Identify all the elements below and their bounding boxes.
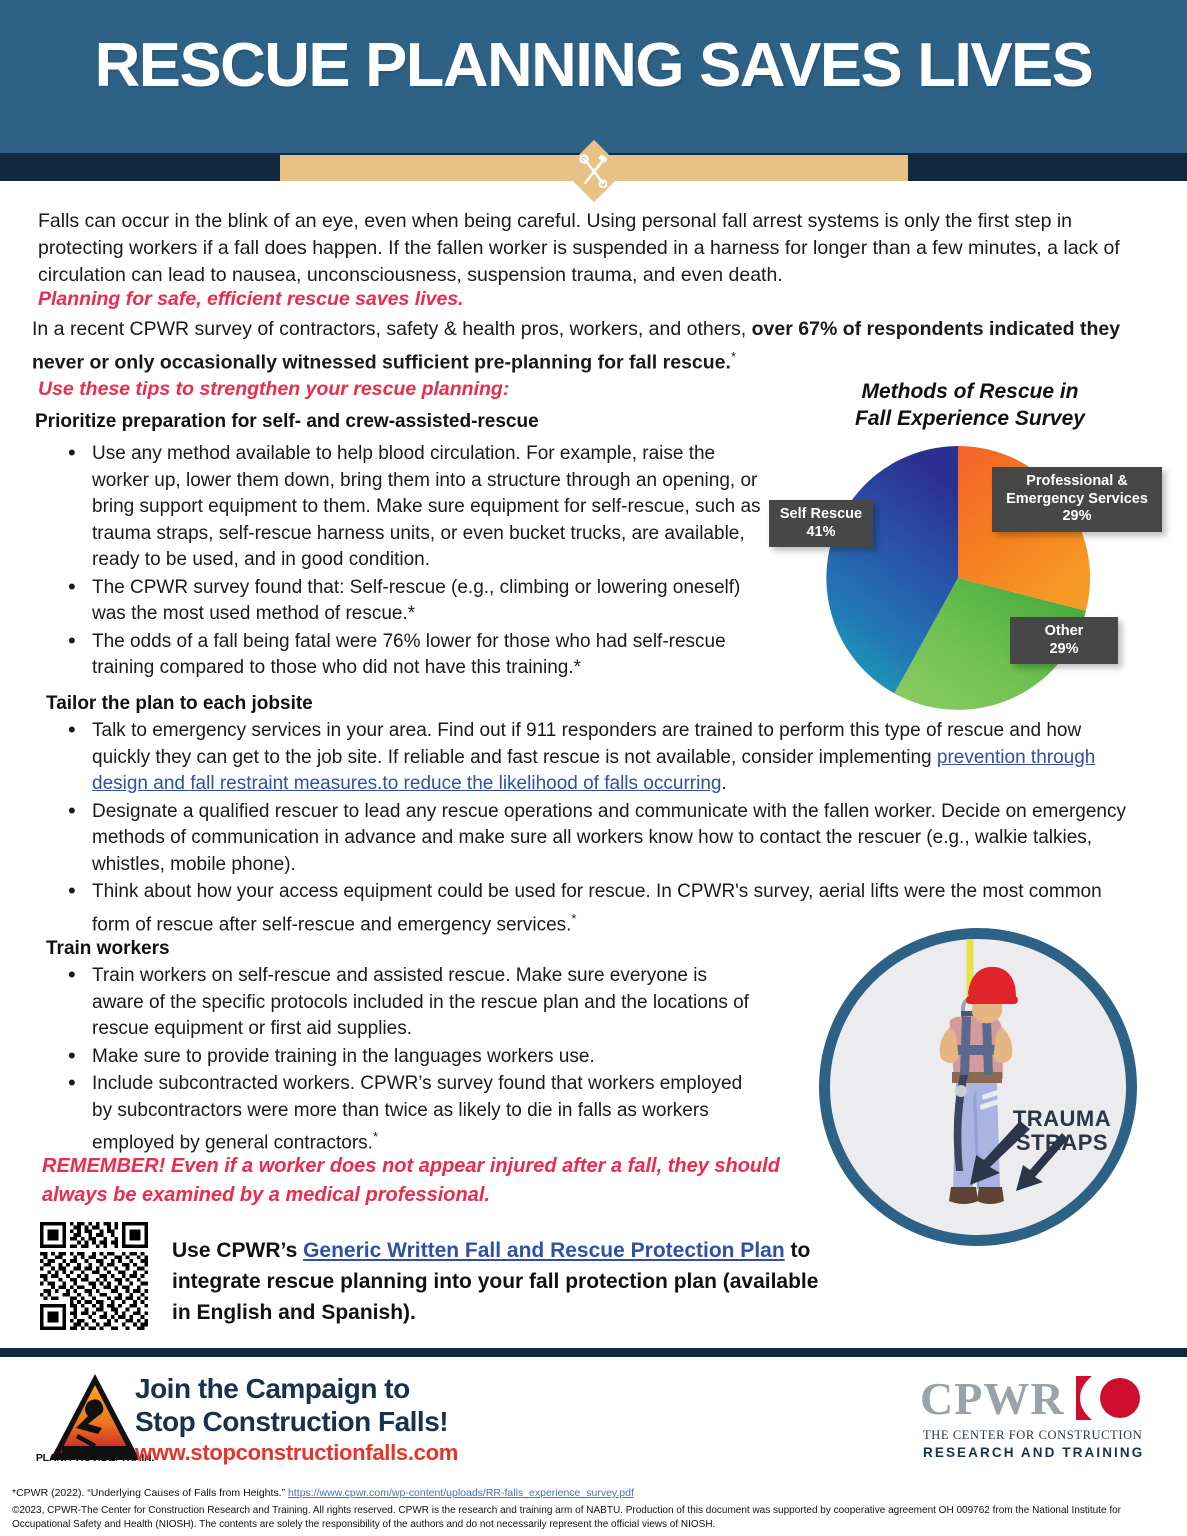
cpwr-logo <box>920 1372 1160 1462</box>
trauma-straps-label <box>1002 1107 1122 1155</box>
campaign-line-2: Stop Construction Falls! <box>135 1406 449 1437</box>
section-heading-prioritize: Prioritize preparation for self- and crew-assisted-rescue <box>35 411 539 432</box>
footnote-asterisk: * <box>372 1129 378 1144</box>
survey-bold-text: over 67% of respondents indicated they never or only occasionally witnessed sufficient pre-planning for fall rescue. <box>32 318 1121 374</box>
campaign-url[interactable]: www.stopconstructionfalls.com <box>135 1440 458 1465</box>
pie-label-value: 41% <box>806 523 836 540</box>
cta-pre: Use CPWR’s <box>172 1239 304 1262</box>
footnote-source-text: *CPWR (2022). “Underlying Causes of Falls from Heights.” <box>12 1487 289 1499</box>
cpwr-bracket-dot-icon <box>1072 1374 1142 1422</box>
pie-chart-figure <box>770 378 1170 698</box>
chart-title <box>770 378 1170 432</box>
prevention-through-design-link[interactable]: prevention through design and fall restraint measures.to reduce the likelihood of falls occurring <box>92 746 1096 794</box>
campaign-text-block <box>135 1372 635 1468</box>
list-item <box>62 1071 762 1157</box>
list-item: • Designate a qualified rescuer to lead any rescue operations and communicate with the fallen worker. Decide on emergency methods of communication in advance and make sure all workers know how to contact the rescuer (e.g., walkie talkies, whistles, mobile phone). <box>62 799 1137 879</box>
footer-divider <box>0 1348 1187 1357</box>
bullet-text-post: . <box>721 773 727 794</box>
pie-label-self-rescue <box>769 500 873 547</box>
intro-paragraph: Falls can occur in the blink of an eye, even when being careful. Using personal fall arrest systems is only the first step in protecting workers if a fall does happen. If the fallen worker is suspended in a harness for longer than a few minutes, a lack of circulation can lead to nausea, unconsciousness, suspension trauma, and even death. <box>38 210 1120 286</box>
trauma-label-line1: TRAUMA <box>1012 1106 1112 1131</box>
crossed-wrench-hammer-icon <box>579 154 609 188</box>
pie-label-professional <box>992 467 1162 532</box>
bullet-text: Think about how your access equipment could be used for rescue. In CPWR's survey, aerial lifts were the most common form of rescue after self-rescue and emergency services. <box>92 881 1102 935</box>
section-heading-train: Train workers <box>46 938 170 959</box>
footnote-source <box>12 1486 1172 1500</box>
cpwr-wordmark: CPWR <box>920 1373 1065 1424</box>
header-banner <box>0 0 1187 153</box>
pie-label-value: 29% <box>1062 508 1092 524</box>
chart-title-line1: Methods of Rescue in <box>861 380 1079 403</box>
chart-title-line2: Fall Experience Survey <box>855 407 1085 430</box>
copyright-text: ©2023, CPWR-The Center for Construction Research and Training. All rights reserved. CPWR is the research and training arm of NABTU. Production of this document was supported by cooperative agreement OH 009762 from the National Institute for Occupational Safety and Health (NIOSH). The contents are solely the responsibility of the authors and do not necessarily represent the official views of NIOSH. <box>12 1505 1122 1530</box>
list-item: • Train workers on self-rescue and assisted rescue. Make sure everyone is aware of the specific protocols included in the rescue plan and the locations of rescue equipment or first aid supplies. <box>62 963 762 1043</box>
cta-text <box>172 1235 832 1328</box>
list-item: • Use any method available to help blood circulation. For example, raise the worker up, lower them down, bring them into a structure through an opening, or bring support equipment to them. Make sure equipment for self-rescue, such as trauma straps, self-rescue harness units, or even bucket trucks, are available, ready to be used, and in good condition. <box>62 441 762 574</box>
bullet-list-tailor <box>62 718 1137 939</box>
tips-heading: Use these tips to strengthen your rescue planning: <box>38 378 510 400</box>
bullet-text-pre: Talk to emergency services in your area. Find out if 911 responders are trained to perform this type of rescue and how quickly they can get to the job site. If reliable and fast rescue is not available, consider implementing <box>92 720 1082 768</box>
worker-suspended-in-harness-icon <box>830 939 1126 1235</box>
campaign-line-1: Join the Campaign to <box>135 1373 410 1404</box>
survey-asterisk: * <box>730 349 736 364</box>
trauma-label-line2: STRAPS <box>1015 1130 1109 1155</box>
campaign-tagline: PLAN. PROVIDE. TRAIN. <box>35 1452 155 1464</box>
cpwr-tagline-2: RESEARCH AND TRAINING <box>923 1445 1145 1460</box>
bullet-list-train <box>62 963 762 1158</box>
list-item: • The CPWR survey found that: Self-rescue (e.g., climbing or lowering oneself) was the most used method of rescue.* <box>62 575 762 628</box>
footnote-asterisk: * <box>571 910 577 926</box>
pie-label-name: Professional & Emergency Services <box>1006 473 1148 507</box>
trauma-straps-illustration <box>819 928 1137 1246</box>
survey-lead-text: In a recent CPWR survey of contractors, safety & health pros, workers, and others, <box>32 318 752 340</box>
red-callout-planning: Planning for safe, efficient rescue saves lives. <box>38 288 464 310</box>
emblem-diamond <box>563 140 625 202</box>
cpwr-tagline-1: THE CENTER FOR CONSTRUCTION <box>923 1428 1143 1442</box>
generic-written-plan-link[interactable]: Generic Written Fall and Rescue Protection Plan <box>303 1239 785 1262</box>
page-title: RESCUE PLANNING SAVES LIVES <box>94 31 1093 100</box>
list-item: • Make sure to provide training in the languages workers use. <box>62 1044 762 1071</box>
bullet-list-prioritize <box>62 441 762 683</box>
survey-paragraph <box>32 316 1152 377</box>
pie-label-name: Other <box>1044 623 1084 639</box>
pie-label-value: 29% <box>1049 640 1079 657</box>
cta-post: to integrate rescue planning into your fall protection plan (available in English and Spanish). <box>172 1239 819 1324</box>
pie-label-name: Self Rescue <box>779 506 863 522</box>
list-item: • The odds of a fall being fatal were 76% lower for those who had self-rescue training compared to those who did not have this training.* <box>62 629 762 682</box>
list-item <box>62 718 1137 798</box>
remember-callout: REMEMBER! Even if a worker does not appear injured after a fall, they should always be examined by a medical professional. <box>42 1155 780 1206</box>
pie-label-other <box>1010 617 1118 664</box>
section-heading-tailor: Tailor the plan to each jobsite <box>46 693 313 714</box>
footnote-source-link[interactable]: https://www.cpwr.com/wp-content/uploads/RR-falls_experience_survey.pdf <box>288 1487 634 1499</box>
fall-hazard-triangle-icon <box>48 1372 142 1464</box>
qr-code-icon[interactable] <box>40 1222 148 1330</box>
bullet-text: Include subcontracted workers. CPWR’s survey found that workers employed by subcontractors were more than twice as likely to die in falls as workers employed by general contractors. <box>92 1073 743 1154</box>
